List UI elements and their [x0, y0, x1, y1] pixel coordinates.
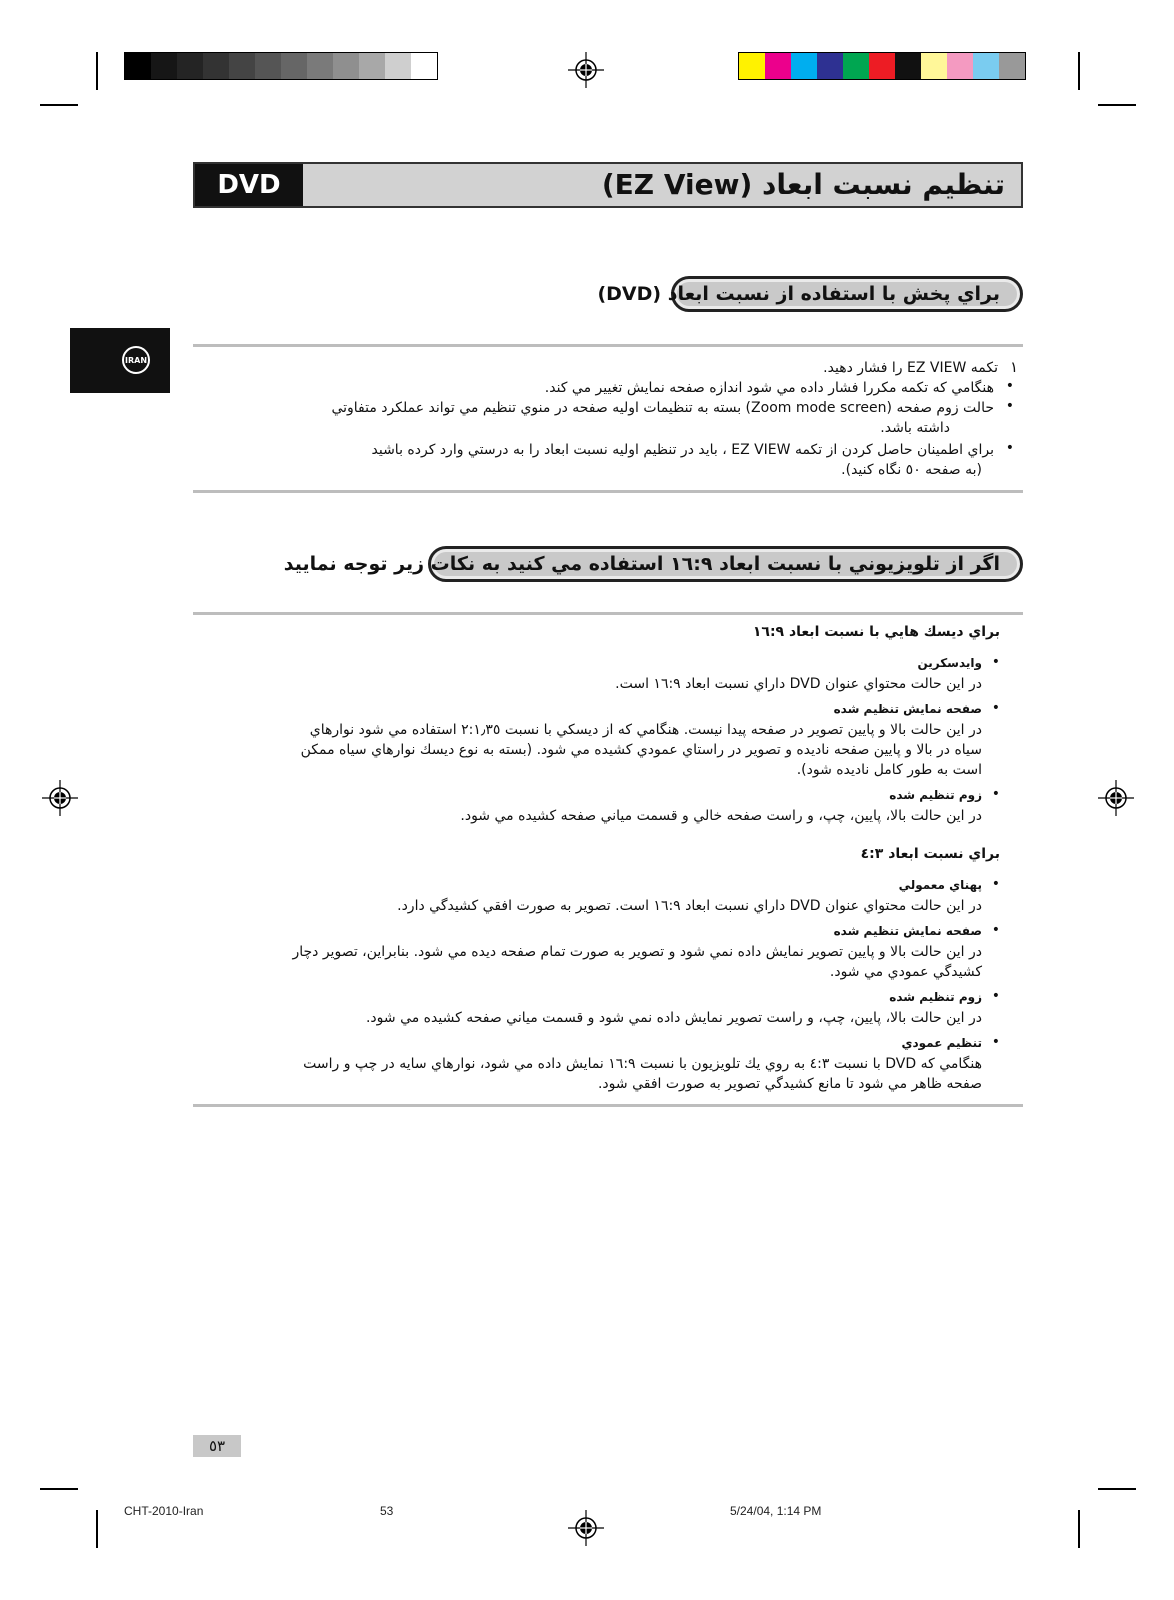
page-title: تنظيم نسبت ابعاد (EZ View): [601, 168, 1005, 201]
crop-mark: [40, 1488, 78, 1490]
bullet-marker: •: [991, 988, 1000, 1004]
bullet-text-continuation: (به صفحه ٥٠ نگاه كنيد).: [841, 462, 982, 478]
crop-mark: [1078, 1510, 1080, 1548]
term-adjusted-zoom: زوم تنظيم شده: [889, 788, 982, 802]
color-swatch: [843, 53, 869, 79]
color-swatch: [869, 53, 895, 79]
crop-mark: [1078, 52, 1080, 90]
divider: [193, 344, 1023, 347]
registration-target-icon: [42, 780, 78, 816]
footer-page: 53: [380, 1504, 394, 1518]
term-adjusted-zoom: زوم تنظيم شده: [889, 990, 982, 1004]
bullet-text: براي اطمينان حاصل كردن از تكمه EZ VIEW ، بايد در تنظيم اوليه نسبت ابعاد را به درستي وارد كرده باشيد: [371, 442, 994, 458]
step-text: تكمه EZ VIEW را فشار دهيد.: [823, 360, 998, 376]
color-swatch: [151, 53, 177, 79]
bullet-marker: •: [991, 876, 1000, 892]
description-line: هنگامي كه DVD با نسبت ٤:٣ به روي يك تلويزيون با نسبت ١٦:٩ نمايش داده مي شود، نوارهاي سايه در چپ و راست: [303, 1056, 982, 1072]
term-vertical-fit: تنظيم عمودي: [901, 1036, 982, 1050]
description-line: است به طور كامل ناديده شود).: [796, 762, 982, 778]
bullet-marker: •: [1005, 378, 1014, 394]
grayscale-color-bar: [124, 52, 438, 80]
color-swatch: [973, 53, 999, 79]
description-line: صفحه ظاهر مي شود تا مانع كشيدگي تصوير به صورت افقي شود.: [597, 1076, 982, 1092]
bullet-text-continuation: داشته باشد.: [880, 420, 950, 436]
crop-mark: [96, 52, 98, 90]
crop-mark: [96, 1510, 98, 1548]
subsection-title-4-3: براي نسبت ابعاد ٤:٣: [860, 846, 1000, 862]
color-swatch: [999, 53, 1025, 79]
crop-mark: [40, 104, 78, 106]
section-heading-dvd-aspect: براي پخش با استفاده از نسبت ابعاد (DVD): [671, 276, 1023, 312]
color-swatch: [281, 53, 307, 79]
registration-target-icon: [568, 1510, 604, 1546]
registration-target-icon: [568, 52, 604, 88]
description-line: در اين حالت بالا و پايين تصوير نمايش داده نمي شود و تصوير به صورت تمام صفحه ديده مي شود. بنابراين، تصوير دچار: [292, 944, 982, 960]
color-swatch: [739, 53, 765, 79]
color-swatch: [895, 53, 921, 79]
bullet-marker: •: [991, 700, 1000, 716]
term-widescreen: وايدسكرين: [917, 656, 982, 670]
color-swatch: [359, 53, 385, 79]
bullet-marker: •: [1005, 440, 1014, 456]
term-normal-wide: پهناي معمولي: [898, 878, 982, 892]
bullet-text: حالت زوم صفحه (Zoom mode screen) بسته به تنظيمات اوليه صفحه در منوي تنظيم مي تواند عملكرد متفاوتي: [331, 400, 994, 416]
footer-date: 5/24/04, 1:14 PM: [730, 1504, 822, 1518]
bullet-marker: •: [991, 1034, 1000, 1050]
description-line: كشيدگي عمودي مي شود.: [829, 964, 982, 980]
page-number: ٥٣: [193, 1435, 241, 1457]
color-swatch: [255, 53, 281, 79]
iran-logo-icon: IRAN: [122, 346, 150, 374]
description-line: سياه در بالا و پايين صفحه ناديده و تصوير در راستاي عمودي كشيده مي شود. (بسته به نوع ديسك نوارهاي سياه ممكن: [300, 742, 982, 758]
color-swatch: [385, 53, 411, 79]
color-swatch: [229, 53, 255, 79]
step-number: ١: [1009, 358, 1018, 376]
section-heading-widescreen-tv: اگر از تلويزيوني با نسبت ابعاد ١٦:٩ استفاده مي كنيد به نكات زير توجه نماييد: [428, 546, 1023, 582]
bullet-marker: •: [991, 654, 1000, 670]
color-swatch: [765, 53, 791, 79]
term-adjusted-screen: صفحه نمايش تنظيم شده: [833, 924, 982, 938]
description-line: در اين حالت بالا و پايين تصوير در صفحه پيدا نيست. هنگامي كه از ديسكي با نسبت ٢:١٫٣٥ استفاده مي شود نوارهاي: [309, 722, 982, 738]
description-line: در اين حالت محتواي عنوان DVD داراي نسبت ابعاد ١٦:٩ است.: [615, 676, 982, 692]
bullet-text: هنگامي كه تكمه مكررا فشار داده مي شود اندازه صفحه نمايش تغيير مي كند.: [544, 380, 994, 396]
color-swatch: [947, 53, 973, 79]
color-swatch: [307, 53, 333, 79]
color-swatch: [203, 53, 229, 79]
bullet-marker: •: [991, 922, 1000, 938]
crop-mark: [1098, 104, 1136, 106]
color-swatch: [411, 53, 437, 79]
color-calibration-bar: [738, 52, 1026, 80]
description-line: در اين حالت بالا، پايين، چپ، و راست تصوير نمايش داده نمي شود و قسمت مياني صفحه كشيده مي شود.: [365, 1010, 982, 1026]
divider: [193, 612, 1023, 615]
crop-mark: [1098, 1488, 1136, 1490]
language-side-tab: [70, 328, 170, 393]
divider: [193, 490, 1023, 493]
color-swatch: [791, 53, 817, 79]
color-swatch: [817, 53, 843, 79]
footer-file-name: CHT-2010-Iran: [124, 1504, 204, 1518]
color-swatch: [333, 53, 359, 79]
color-swatch: [921, 53, 947, 79]
bullet-marker: •: [991, 786, 1000, 802]
description-line: در اين حالت محتواي عنوان DVD داراي نسبت ابعاد ١٦:٩ است. تصوير به صورت افقي كشيدگي دارد.: [397, 898, 982, 914]
registration-target-icon: [1098, 780, 1134, 816]
page-header: [193, 162, 1023, 208]
subsection-title-16-9-discs: براي ديسك هايي با نسبت ابعاد ١٦:٩: [752, 624, 1000, 640]
term-adjusted-screen: صفحه نمايش تنظيم شده: [833, 702, 982, 716]
bullet-marker: •: [1005, 398, 1014, 414]
dvd-badge: DVD: [195, 164, 303, 206]
color-swatch: [177, 53, 203, 79]
color-swatch: [125, 53, 151, 79]
divider: [193, 1104, 1023, 1107]
description-line: در اين حالت بالا، پايين، چپ، و راست صفحه خالي و قسمت مياني صفحه كشيده مي شود.: [460, 808, 982, 824]
